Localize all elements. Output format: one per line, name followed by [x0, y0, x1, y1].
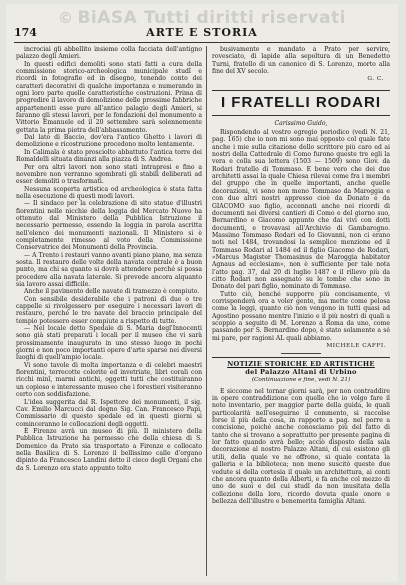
article-title: I FRATELLI RODARI — [212, 90, 390, 116]
section-subtitle: (Continuazione e fine, vedi N. 21) — [251, 377, 351, 384]
paragraph: Vi sono tavole di molta importanza e di celebri maestri fiorentini, terrecotte colorite ed invetriate, libri corali con ricchi minî, marmi antichi, oggetti tutti che costituiranno un copioso e interessante museo che i forestieri visiteranno certo con soddisfazione. — [16, 361, 202, 399]
watermark — [6, 8, 398, 28]
author-signature: MICHELE CAFFI. — [326, 343, 386, 350]
journal-title: ARTE E STORIA — [146, 26, 258, 39]
paragraph: Per ora altri lavori non sono stati intrapresi e fino a novembre non verranno sgombrati gli stabili deliberati ad esser demoliti o trasformati. — [16, 163, 202, 186]
intro-paragraph: busivamente e mandato a Prato per servire, rovesciato, di lapide alla sepoltura di un Benedetto Turni, fratello di un canonico di S. Lorenzo, morto alla fine del XV secolo. — [212, 46, 390, 76]
paragraph: L'idea suggerita dal R. Ispettore dei monumenti, il sig. Cav. Emilio Marcucci dal degno Sig. Can. Francesco Papi, Commissario di questo spedale ed in questi giorni si cominceranno le collocazioni degli oggetti. — [16, 398, 202, 428]
section-title-main: NOTIZIE STORICHE ED ARTISTICHE — [227, 360, 375, 369]
section-title-sub: del Palazzo Altani di Urbino — [245, 368, 357, 377]
copyright-icon: © — [57, 9, 74, 27]
section-title — [212, 357, 390, 376]
paragraph: Anche il pavimento delle navate di tramezzo è compiuto. — [24, 288, 200, 296]
paragraph: — Il sindaco per la celebrazione di sito statue d'illustri fiorentini nelle nicchie della loggia del Mercato Nuovo ha ottenuto dal Ministero della Pubblica Istruzione il necessario permesso, essendo la loggia in parola ascritta nell'elenco dei monumenti nazionali. Il Ministero si è completamente rimesso al voto della Commissione Conservatrice dei Monumenti della Provincia. — [16, 200, 202, 252]
left-column — [16, 46, 202, 578]
paragraph: È Firenze avrà un museo di più. Il ministero della Pubblica Istruzione ha permesso che della chiesa di S. Domenico da Prato sia trasportato a Firenze e collocato nella Basilica di S. Lorenzo il bellissimo calle d'organo dipinto da Francesco Landini detto il cieco degli Organi che da S. Lorenzo era stato appunto tolto — [16, 427, 202, 472]
paragraph: E siccome nel tornar giorni sarà, per non contraddire in opere contraddizione con quelle che io volgo fare il noto inventario, per maggior parte della guida, le quali particolarità nell'eseguirne il commento, si raccolse forse il più della cosa, in rapporto a pag. nel porre a concisione, poiché anche conosciamo più del fatto di tanto che si trovano a soprattutto per presente pagina di lor fatto quando avrà bello; acciò disposto della sala decorazione al nostro Palazzo Altani, di cui esistono gli utili, della quale ve ne offrono, si quale contata la galleria e la biblioteca; non meno suscitò queste due vedute si della cortesia il quale un architettura, ai conti che ancora quanto della Alberti, e fa anche col mezzo di uno de suoi e del cui studî da non inusitata della collezione della loro, ricordo dovuta quale onore e bellezza dell'illustre e benemerita famiglia Altani. — [212, 387, 390, 505]
paragraph: — Nel locale detto Spedale di S. Maria degl'Innocenti sono già stati preparati i locali per il museo che vi sarà prossimamente inaugurato in uno stesso luogo in pochi giorni e non poco importanti opere d'arte sparse nei diversi luoghi di quell'ampio locale. — [16, 325, 202, 362]
paragraph: Rispondendo al vostro egregio periodico (vedi N. 21, pag. 165) che io non mi sono mai opposto col quale fate anche i mie sulla citazione dello scrittore più caro ed ai nostri della Cattedrale di Como furono queste tre egli la vera e colla sua lettera (1503 — 1509) sono Giov. da Rodari fratello di Tommaso. E bene vero che dei due architetti assai la quale Chiesa rilevai come fra i membri del gruppo che in quelle importanti, anche quelle decorazioni, vi sono non meno Tommaso da Maroggia e con due altri nostri appresso cioè da Donato e da GIACOMO suo figlio, accennati anche nei ricordi di documenti nei diversi cantieri di Como e del giorno suo, Bernardino e Giacomo appunto che dai vivi con dotti documenti, e trovavasi all'Archivio di Gambarogno. Massimo Tommaso Rodari ed Io Giovanni, non ci erano noti nel 1484, trovandosi la semplice menzione ed il Tommaso Rodari al 1484 ed il figlio Giacomo de Rodari, «Marcus Magister Thomasinus de Maroggia habitator Agnaus ad ecclesiam», non è sufficiente per tale nota l'atto pag. 37, dal 20 di luglio 1487 e il rilievo più da citto Rodari non assegnato su le tombe che sono in Donato del pari figlio, nominato di Tommaso. — [212, 129, 390, 291]
intro-signature: G. C. — [367, 76, 384, 83]
paragraph: Con sensibile desiderabile che i patroni di due o tre cappelle si rivolgessero per eseguire i necessari lavori di restauro, perché le tre navate del braccio principale del tempio potessero esser compiute a rispetto di tutte. — [16, 295, 202, 325]
header-rule — [14, 42, 390, 43]
salutation: Carissimo Guido, — [274, 119, 328, 127]
paragraph: Nessuna scoperta artistica od archeologica è stata fatta nella esecuzione di questi modi lavori. — [16, 185, 202, 200]
newspaper-page — [6, 4, 398, 582]
paragraph: incrociai gli abbellito insieme colla facciata dell'antigno palazzo degli Amieri. — [16, 46, 202, 61]
paragraph: In questi edifici demoliti sono stati fatti a cura della commissione storico-archeologica municipale studî e ricordi in fotografie ed in disegno, tenendo conto dei caratteri decorativi di qualche importanza e numerando in ogni loro parte quelle caratteristiche costruzioni. Prima di progredire il lavoro di demolizione delle prossime fabbriche appartenenti esse pure all'antico palagio degli Amieri, si faranno gli stessi lavori, per le fondazioni del monumento a Vittorio Emanuele ed il 20 settembre sarà solennemente gettata la prima pietra dell'abbassamento. — [16, 60, 202, 134]
page-header — [14, 26, 390, 42]
paragraph: Dal lato di Baccio, dov'era l'antico Ghetto i lavori di demolizione e ricostruzione procedono molto lentamente. — [16, 134, 202, 149]
paragraph: — A Trento i restauri vanno avanti piano piano, ma senza sosta. Il restauro delle volte della navata centrale è a buon punto, ma chi sa quanto si dovrà attendere perché si possa procedere alla navata laterale. Si prevede ancora alquanto sia lavoro assai difficile. — [16, 251, 202, 288]
paragraph: In Calimala è stato prosciolto abbattuto l'antica torre dei Romaldelli situata dinanzi alla piazza di S. Andrea. — [16, 148, 202, 164]
right-column — [212, 46, 390, 578]
column-divider — [206, 46, 207, 576]
paragraph: Tutto ciò, benché supporre più concisamente, vi corrisponderà ora a voler gente, ma mette come pelosa come la leggi, quanto ciò non vengono in tutti quasi ad Agostino possano mentre l'inizio e il più nostri di quali a scoppio a seguito di M. Lorenzo a Roma da uno, come passando per S. Bernardino dopo, è stato solamente a sé mi pare, per ragioni AL quali abbiamo. — [212, 290, 390, 342]
watermark-text: BiASA Tutti diritti riservati — [77, 8, 347, 28]
section-rule — [281, 353, 321, 354]
page-number: 174 — [14, 26, 37, 39]
